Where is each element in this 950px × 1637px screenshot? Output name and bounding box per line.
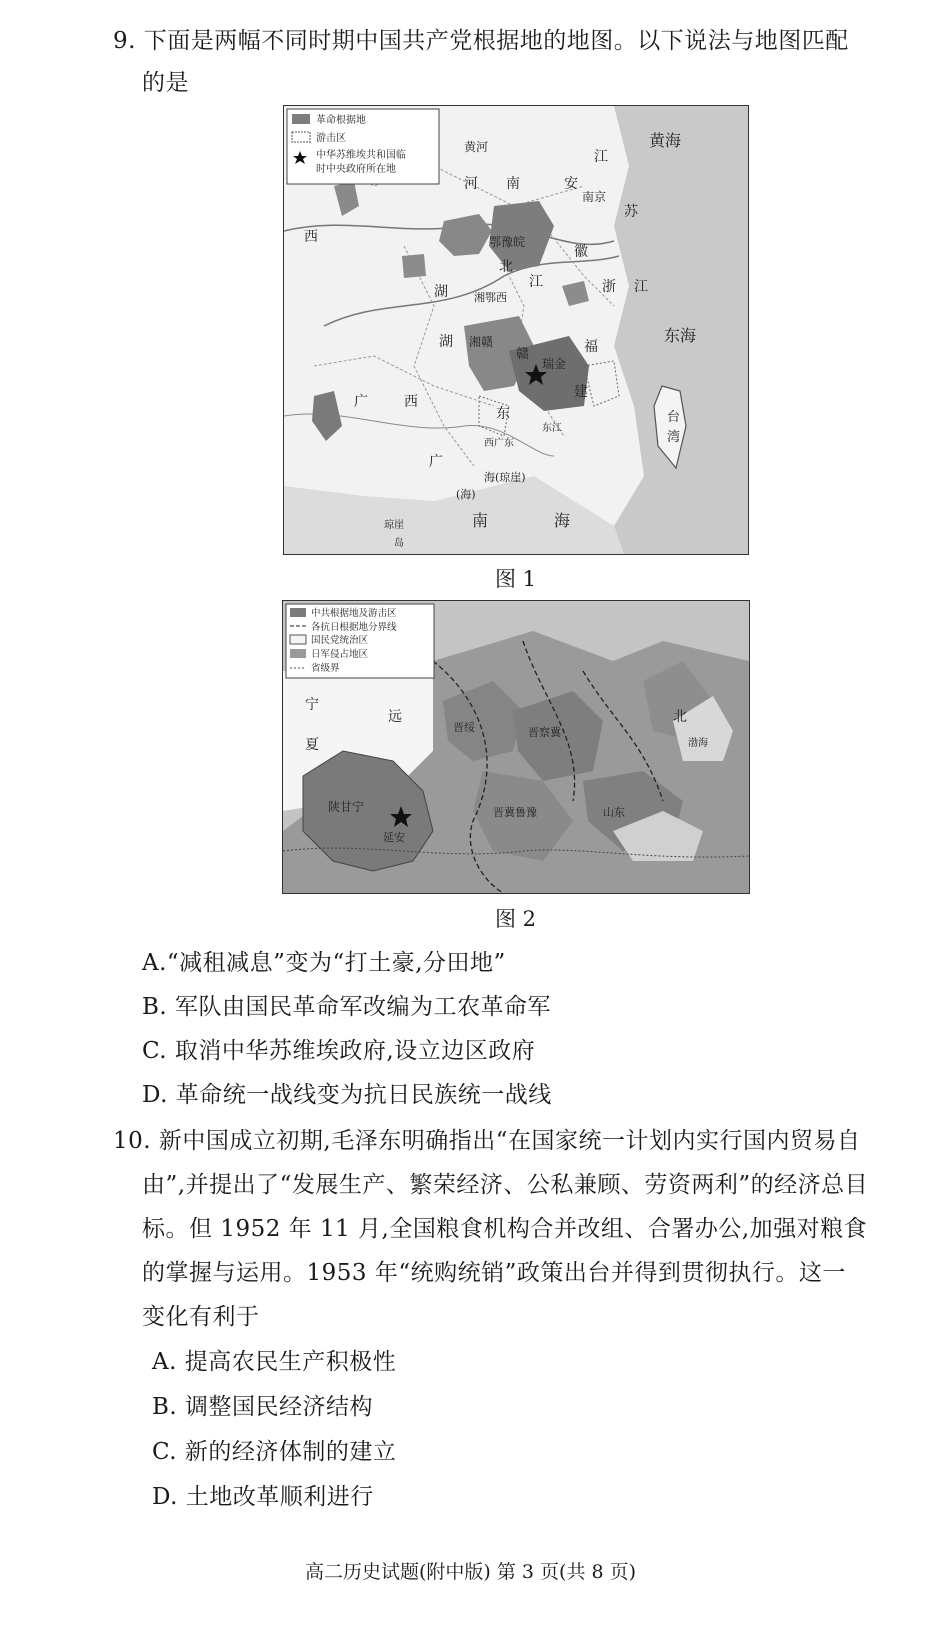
q9-option-a[interactable]: A.“减租减息”变为“打土豪,分田地”	[142, 950, 506, 976]
label-fu: 福	[584, 339, 598, 355]
q10-stem-line-2: 由”,并提出了“发展生产、繁荣经济、公私兼顾、劳资两利”的经济总目	[142, 1172, 869, 1198]
label-yuan: 远	[388, 709, 402, 725]
q10-option-b[interactable]: B. 调整国民经济结构	[152, 1394, 374, 1420]
q10-stem-line-5: 变化有利于	[142, 1304, 260, 1330]
q10-stem-line-4: 的掌握与运用。1953 年“统购统销”政策出台并得到贯彻执行。这一	[142, 1260, 846, 1286]
label-dong: 东	[496, 406, 510, 422]
label-jian: 建	[574, 384, 588, 400]
label-bei: 北	[673, 709, 687, 725]
label-shandong: 山东	[603, 806, 625, 819]
q9-stem-line-2: 的是	[142, 70, 189, 96]
label-dongjiang: 东江	[542, 423, 562, 434]
legend-capital-label-1: 中华苏维埃共和国临	[316, 150, 406, 161]
label-hu-2: 湖	[439, 334, 453, 350]
figure-2-map	[282, 600, 750, 894]
label-zhe-2: 浙	[602, 279, 616, 295]
label-xiang-e-xi: 湘鄂西	[474, 291, 507, 304]
q10-option-c[interactable]: C. 新的经济体制的建立	[152, 1439, 397, 1465]
q9-option-c[interactable]: C. 取消中华苏维埃政府,设立边区政府	[142, 1038, 536, 1064]
label-hui: 徽	[574, 244, 588, 260]
legend-kmt-swatch	[290, 635, 306, 644]
legend-label-3: 国民党统治区	[311, 635, 369, 646]
label-guang-2: 广	[429, 454, 443, 470]
page-footer: 高二历史试题(附中版) 第 3 页(共 8 页)	[305, 1561, 637, 1583]
label-jinsui: 晋绥	[453, 721, 475, 734]
label-henan-nan: 南	[506, 176, 520, 192]
legend-guerrilla-label: 游击区	[316, 133, 346, 144]
legend-label-5: 省级界	[311, 663, 340, 674]
legend-japan-swatch	[290, 649, 306, 658]
label-shaan-gan-ning: 陕甘宁	[328, 800, 365, 814]
q10-stem-line-3: 标。但 1952 年 11 月,全国粮食机构合并改组、合署办公,加强对粮食	[142, 1216, 868, 1242]
q10-option-a[interactable]: A. 提高农民生产积极性	[152, 1349, 397, 1375]
label-hai-zuo: 海(琼崖)	[484, 471, 526, 484]
label-nan-hai-1: 南	[472, 511, 489, 530]
label-xiang-gan: 湘赣	[469, 335, 494, 349]
label-xi: 西	[304, 229, 318, 245]
label-huanghe: 黄河	[464, 140, 489, 154]
label-henan-he: 河	[464, 176, 478, 192]
q10-stem-line-1: 10. 新中国成立初期,毛泽东明确指出“在国家统一计划内实行国内贸易自	[113, 1128, 861, 1154]
figure-2-caption: 图 2	[495, 907, 537, 931]
label-wan: 湾	[667, 430, 681, 445]
legend-label-1: 中共根据地及游击区	[311, 608, 397, 619]
label-hainan: 琼崖	[384, 520, 404, 531]
q9-stem-line-1: 9. 下面是两幅不同时期中国共产党根据地的地图。以下说法与地图匹配	[113, 28, 849, 54]
legend-base-label: 革命根据地	[316, 115, 366, 126]
label-dao: 岛	[394, 538, 404, 549]
label-ruijin: 瑞金	[542, 357, 567, 371]
label-xiguang: 西广东	[484, 438, 514, 449]
legend-capital-label-2: 时中央政府所在地	[316, 164, 396, 175]
label-huang-hai: 黄海	[649, 131, 682, 150]
label-dong-hai: 东海	[664, 326, 697, 345]
legend-base-swatch	[292, 114, 310, 124]
legend-label-4: 日军侵占地区	[311, 649, 369, 660]
label-hu-1: 湖	[434, 284, 448, 300]
label-e-yu-wan: 鄂豫皖	[489, 235, 526, 249]
label-gan: 赣	[516, 347, 530, 362]
q10-option-d[interactable]: D. 土地改革顺利进行	[152, 1484, 374, 1510]
label-hai-nan: (海)	[456, 488, 476, 501]
legend-guerrilla-swatch	[292, 132, 310, 142]
legend-label-2: 各抗日根据地分界线	[311, 622, 397, 633]
label-xi-2: 西	[404, 394, 418, 410]
label-jiang-2: 江	[529, 274, 543, 290]
label-jiang-3: 江	[634, 279, 648, 295]
label-bei: 北	[499, 259, 513, 275]
q9-option-d[interactable]: D. 革命统一战线变为抗日民族统一战线	[142, 1082, 552, 1108]
label-jinchaji: 晋察冀	[528, 726, 561, 739]
label-tai: 台	[667, 410, 681, 425]
label-yanan: 延安	[383, 831, 405, 844]
label-bohai: 渤海	[688, 738, 708, 749]
legend-ccp-base-swatch	[290, 608, 306, 617]
label-su: 苏	[624, 204, 638, 220]
label-ning: 宁	[305, 697, 319, 713]
label-jinjiluyu: 晋冀鲁豫	[493, 806, 537, 819]
label-nan-hai-2: 海	[554, 511, 571, 530]
label-anhui-an: 安	[564, 176, 578, 192]
label-jiang-1: 江	[594, 149, 608, 165]
q9-option-b[interactable]: B. 军队由国民革命军改编为工农革命军	[142, 994, 552, 1020]
label-nanjing: 南京	[582, 190, 607, 204]
label-guang-1: 广	[354, 394, 368, 410]
figure-1-caption: 图 1	[495, 567, 537, 591]
figure-1-map	[283, 105, 749, 555]
label-xia: 夏	[305, 737, 319, 753]
